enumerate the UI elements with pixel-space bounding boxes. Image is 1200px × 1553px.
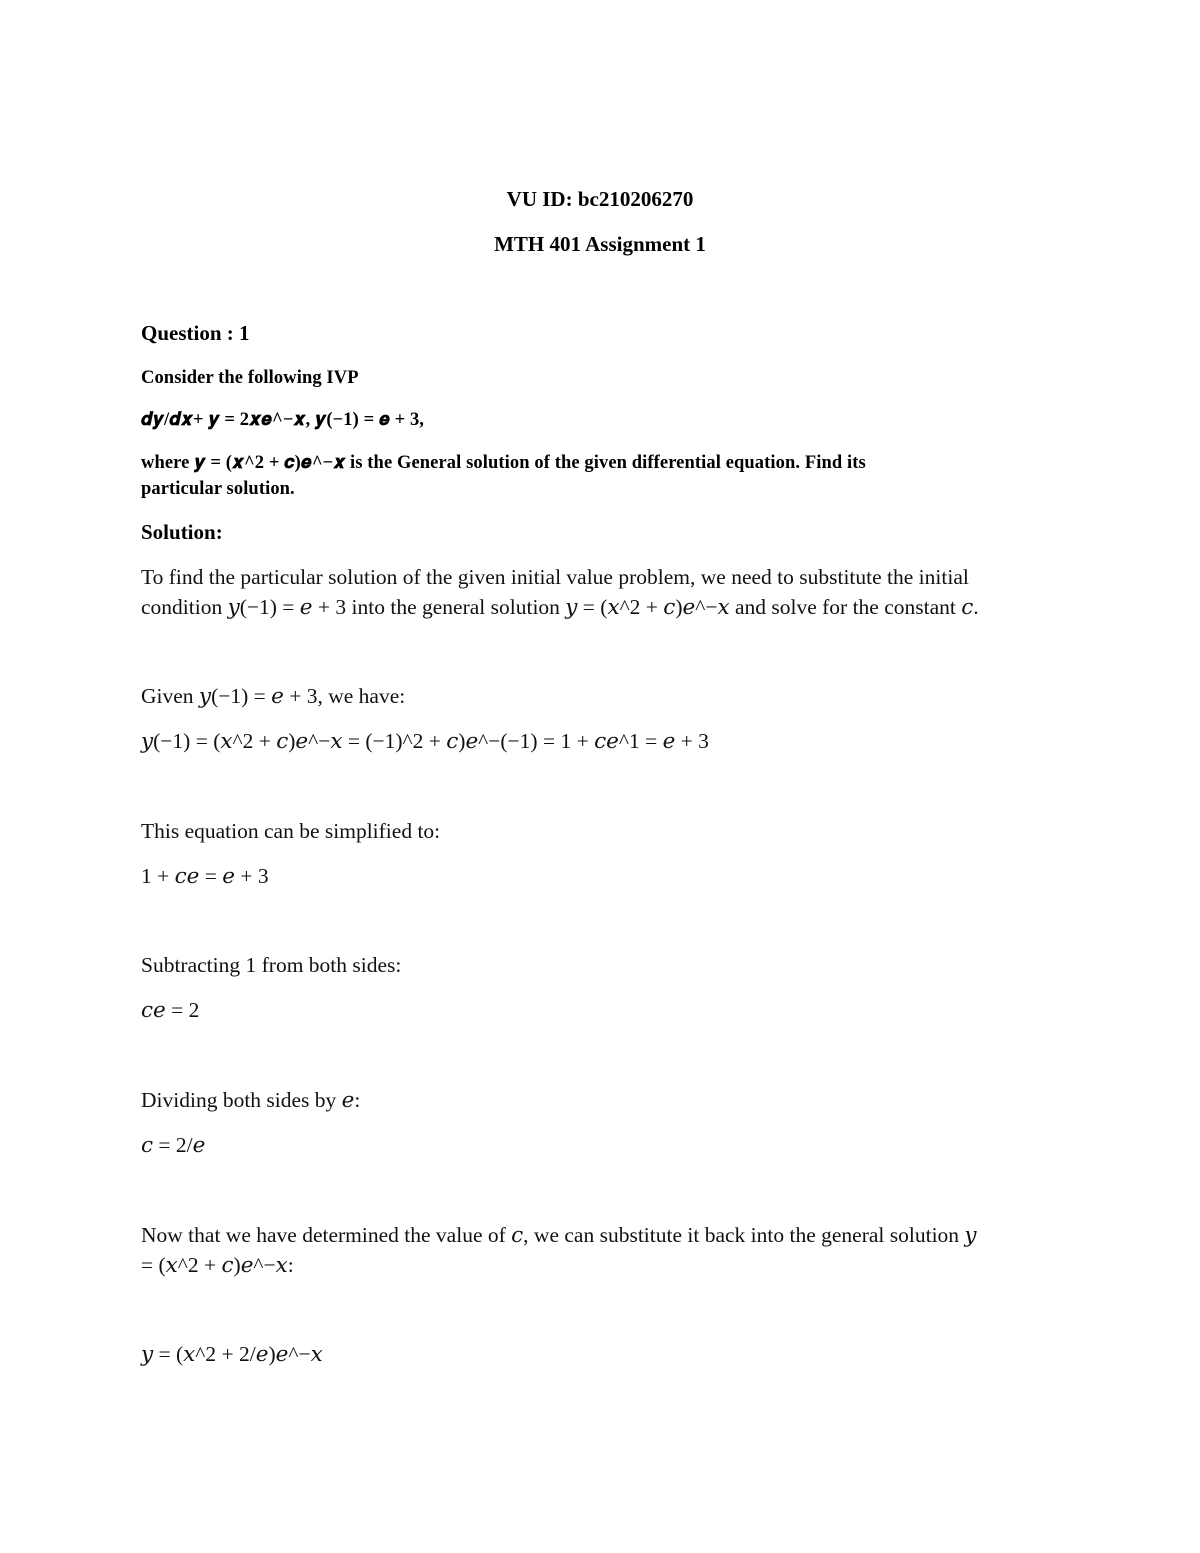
assignment-title: MTH 401 Assignment 1 (494, 232, 706, 256)
equation-substitution: 𝑦(−1) = (𝑥^2 + 𝑐)𝑒^−𝑥 = (−1)^2 + 𝑐)𝑒^−(−1) = 1 + 𝑐𝑒^1 = 𝑒 + 3 (141, 729, 709, 753)
simplify-statement: This equation can be simplified to: (141, 819, 441, 843)
substitute-statement-line1: Now that we have determined the value of 𝑐, we can substitute it back into the general solution 𝑦 (141, 1223, 977, 1247)
vu-id-heading: VU ID: bc210206270 (506, 187, 694, 211)
general-solution-statement-cont: particular solution. (141, 479, 295, 499)
divide-statement: Dividing both sides by 𝑒: (141, 1088, 361, 1112)
solution-label: Solution: (141, 520, 223, 544)
given-statement: Given 𝑦(−1) = 𝑒 + 3, we have: (141, 684, 406, 708)
general-solution-statement: where 𝒚 = (𝒙^2 + 𝒄)𝒆^−𝒙 is the General solution of the given differential equation. Find its (141, 453, 866, 473)
question-title: Question : 1 (141, 321, 250, 345)
particular-solution: 𝑦 = (𝑥^2 + 2/𝑒)𝑒^−𝑥 (141, 1342, 323, 1366)
equation-c: 𝑐 = 2/𝑒 (141, 1133, 206, 1157)
equation-ce: 𝑐𝑒 = 2 (141, 998, 200, 1022)
question-intro: Consider the following IVP (141, 368, 359, 388)
ivp-equation: 𝒅𝒚/𝒅𝒙+ 𝒚 = 2𝒙𝒆^−𝒙, 𝒚(−1) = 𝒆 + 3, (141, 410, 425, 430)
subtract-statement: Subtracting 1 from both sides: (141, 953, 402, 977)
solution-intro-line1: To find the particular solution of the given initial value problem, we need to substitute the initial (141, 565, 969, 589)
substitute-statement-line2: = (𝑥^2 + 𝑐)𝑒^−𝑥: (141, 1253, 294, 1277)
solution-intro-line2: condition 𝑦(−1) = 𝑒 + 3 into the general solution 𝑦 = (𝑥^2 + 𝑐)𝑒^−𝑥 and solve for the constant 𝑐. (141, 595, 979, 619)
equation-simplified: 1 + 𝑐𝑒 = 𝑒 + 3 (141, 864, 269, 888)
